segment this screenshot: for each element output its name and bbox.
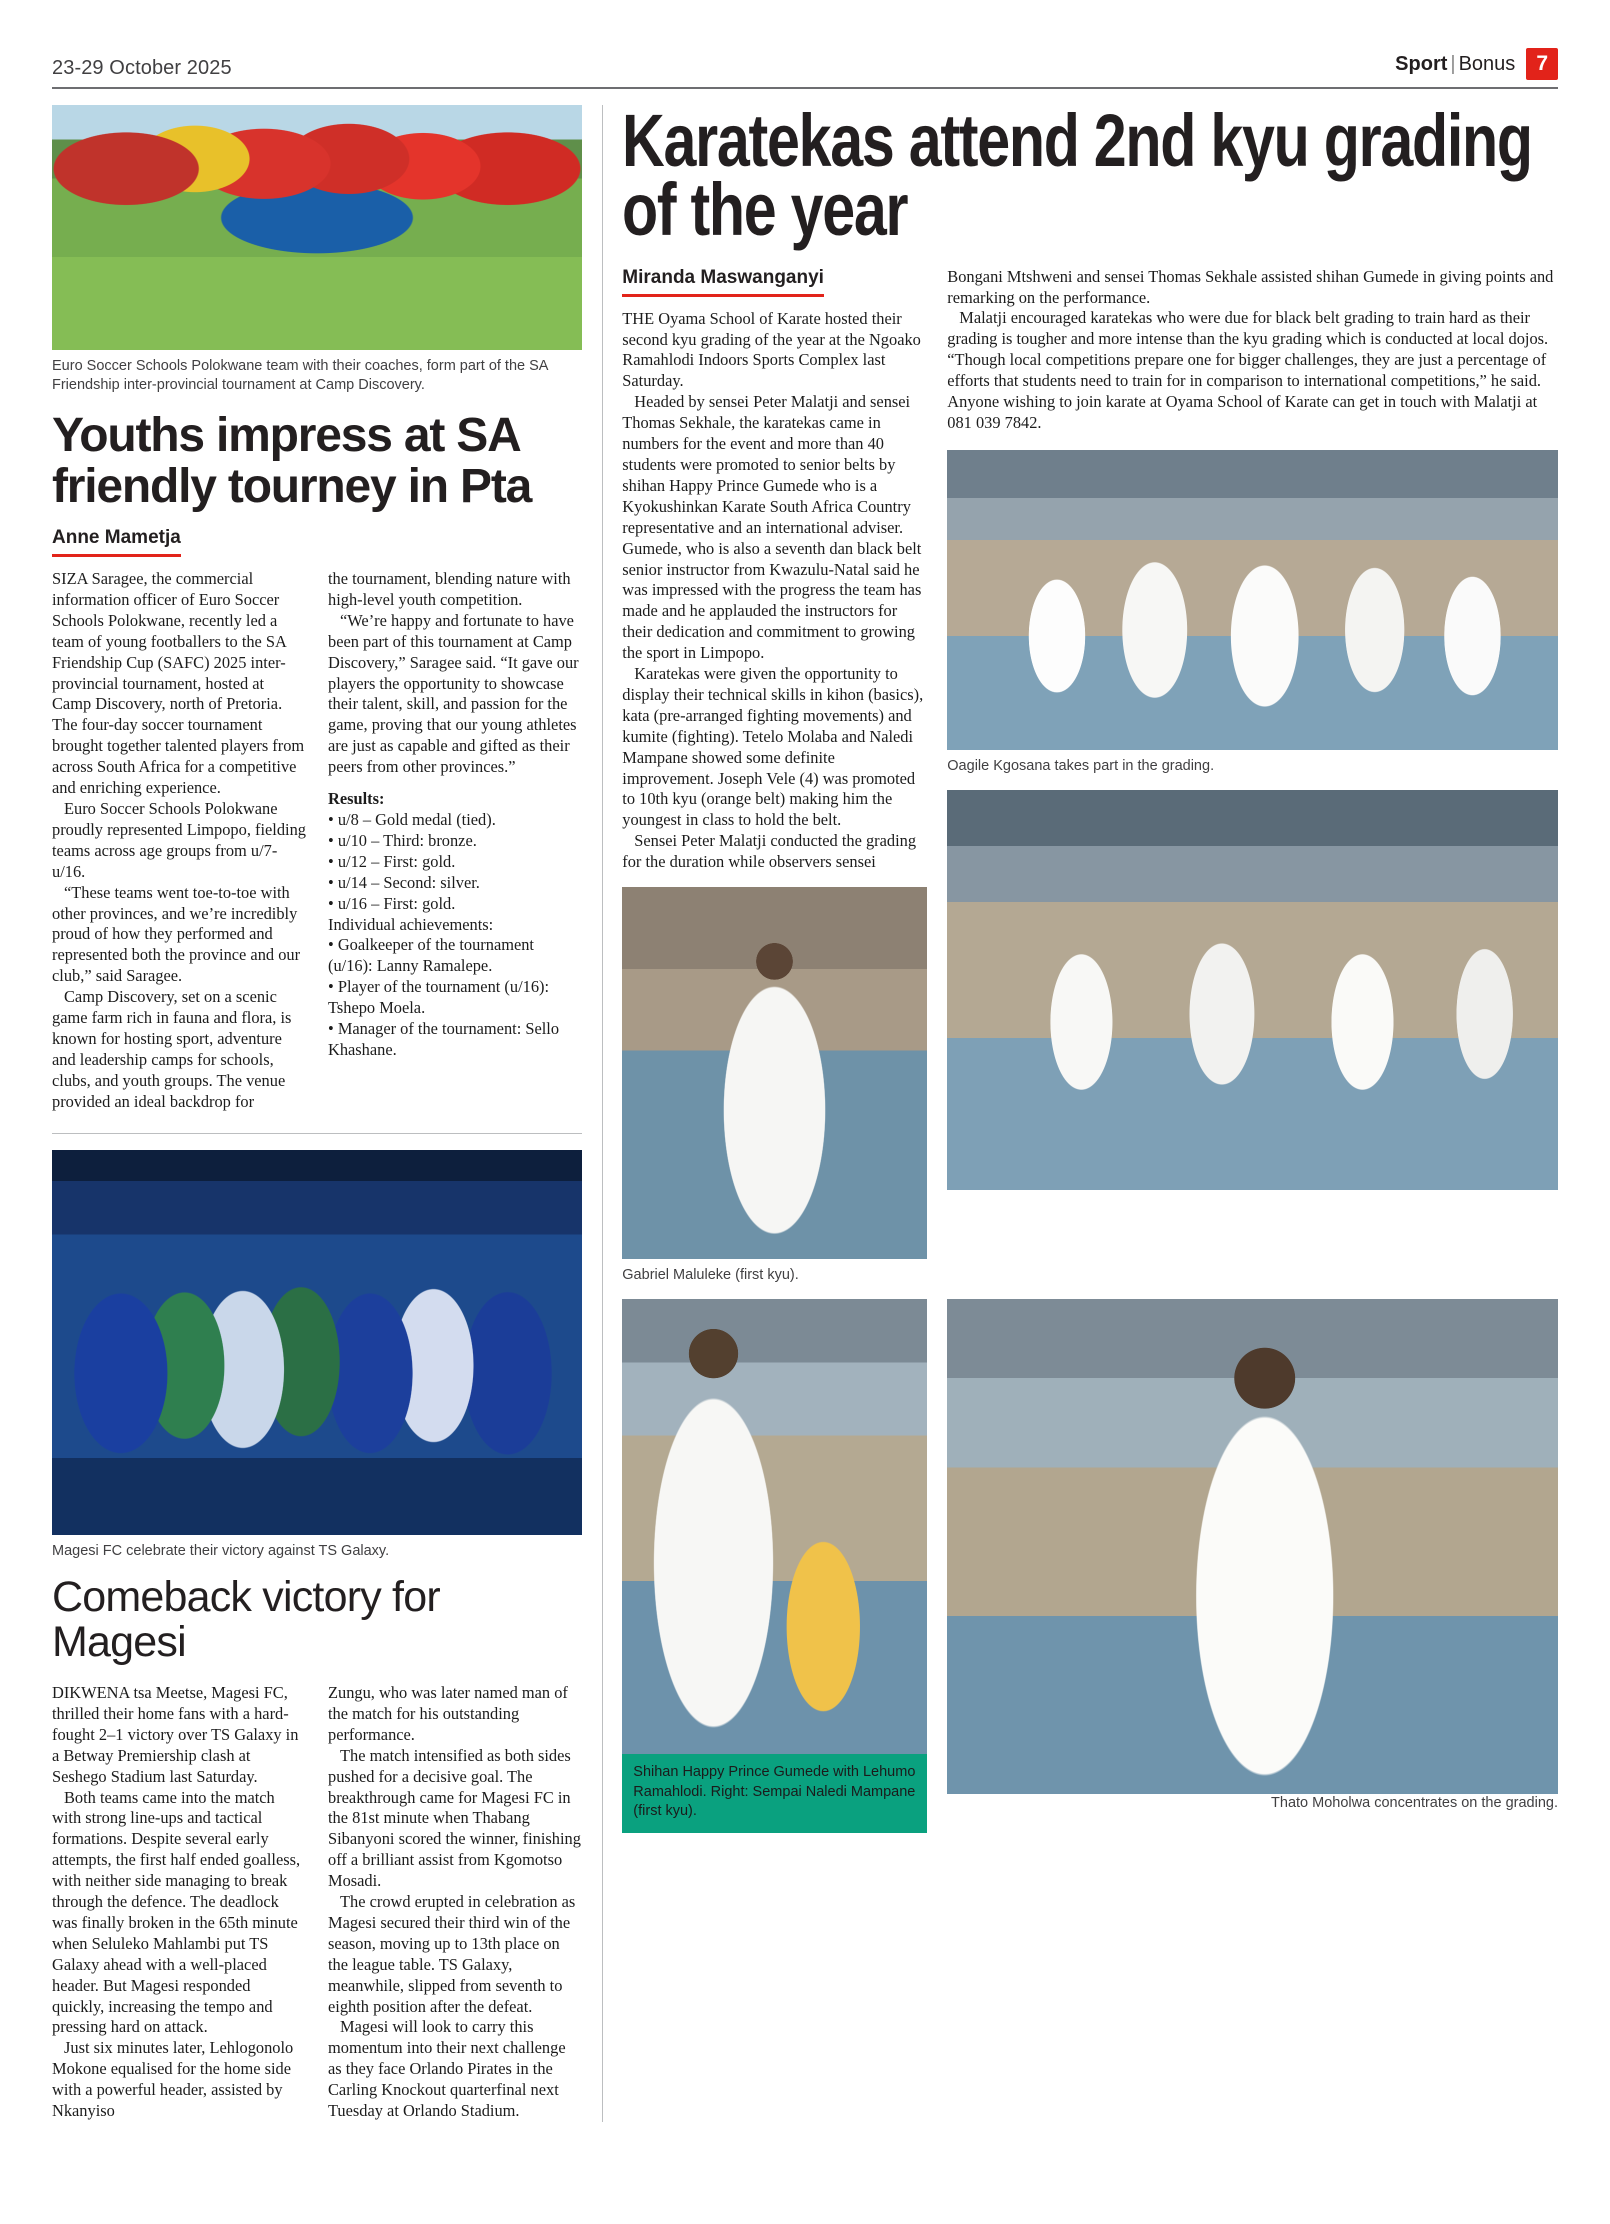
- karate-upper-split: [622, 267, 1558, 1286]
- paragraph: Karatekas were given the opportunity to display their technical skills in kihon (basics), kata (pre-arranged fighting movements) and kumite (fighting). Tetelo Molaba and Naledi Mampane showed some definite improvement. Joseph Vele (4) was promoted to 10th kyu (orange belt) making him the youngest in class to hold the belt.: [622, 664, 924, 830]
- magesi-body-columns: [52, 1683, 582, 2122]
- photo-gabriel-maluleke: [622, 887, 927, 1259]
- paragraph: “These teams went toe-to-toe with other provinces, and we’re incredibly proud of how they performed and represented both the province and our club,” said Saragee.: [52, 882, 301, 986]
- paragraph: “We’re happy and fortunate to have been part of this tournament at Camp Discovery,” Saragee said. “It gave our players the opportunity to showcase their talent, skill, and passion for the game, proving that our young athletes are just as capable and gifted as their peers from other provinces.”: [328, 610, 579, 777]
- result-item: • u/8 – Gold medal (tied).: [328, 809, 496, 829]
- photo-euro-soccer-team: [52, 105, 582, 350]
- left-column: [52, 105, 582, 2122]
- paragraph: the tournament, blending nature with high-level youth competition.: [328, 569, 571, 609]
- issue-date: 23-29 October 2025: [52, 57, 232, 79]
- byline-anne-mametja: Anne Mametja: [52, 527, 181, 557]
- masthead-right: [1395, 48, 1558, 80]
- photo-thato-moholwa: [947, 1299, 1558, 1794]
- page-content: [52, 99, 1558, 2122]
- right-column: [622, 99, 1558, 2122]
- karate-body-col-2: [947, 267, 1558, 434]
- magesi-body-col-1: [52, 1683, 306, 2122]
- section-name: Sport: [1395, 52, 1448, 75]
- photo-magesi-celebration: [52, 1150, 582, 1535]
- subsection-name: Bonus: [1458, 52, 1516, 75]
- caption-oagile-kgosana: Oagile Kgosana takes part in the grading.: [947, 757, 1215, 774]
- paragraph: Sensei Peter Malatji conducted the grading for the duration while observers sensei: [622, 831, 917, 872]
- result-item: • u/16 – First: gold.: [328, 893, 456, 913]
- caption-shihan-gumede: Shihan Happy Prince Gumede with Lehumo Ramahlodi. Right: Sempai Naledi Mampane (first kyu).: [622, 1754, 927, 1833]
- result-item: • u/10 – Third: bronze.: [328, 830, 477, 850]
- paragraph: The match intensified as both sides pushed for a decisive goal. The breakthrough came for Magesi FC in the 81st minute when Thabang Sibanyoni scored the winner, finishing off a brilliant assist from Kgomotso Mosadi.: [328, 1745, 581, 1891]
- paragraph: Malatji encouraged karatekas who were due for black belt grading to train hard as their grading is tougher and more intense than the kyu grading which is conducted at local dojos. “Though local competitions prepare one for bigger challenges, they are just a percentage of efforts that students need to train for in comparison to international competitions,” he said. Anyone wishing to join karate at Oyama School of Karate can get in touch with Malatji at 081 039 7842.: [947, 308, 1549, 432]
- caption-euro-soccer-team: Euro Soccer Schools Polokwane team with their coaches, form part of the SA Friendship inter-provincial tournament at Camp Discovery.: [52, 358, 548, 394]
- karate-duo-photo-wrap: [622, 1299, 927, 1833]
- paragraph: The crowd erupted in celebration as Magesi secured their third win of the season, moving up to 13th place on the league table. TS Galaxy, meanwhile, slipped from seventh to eighth position after the defeat.: [328, 1892, 576, 2016]
- headline-comeback-victory: Comeback victory for Magesi: [52, 1572, 440, 1666]
- photo-oagile-kgosana: [947, 450, 1558, 750]
- result-item: • u/12 – First: gold.: [328, 851, 456, 871]
- result-item: • Manager of the tournament: Sello Khashane.: [328, 1019, 560, 1059]
- paragraph: Zungu, who was later named man of the match for his outstanding performance.: [328, 1682, 568, 1744]
- results-heading: Results:: [328, 789, 385, 809]
- karate-body-col-1: [622, 309, 927, 873]
- page-number-badge: 7: [1526, 48, 1558, 80]
- soccer-body-columns: [52, 569, 582, 1113]
- paragraph: Bongani Mtshweni and sensei Thomas Sekhale assisted shihan Gumede in giving points and remarking on the performance.: [947, 266, 1554, 307]
- paragraph: Camp Discovery, set on a scenic game farm rich in fauna and flora, is known for hosting sport, adventure and leadership camps for schools, clubs, and youth groups. The venue provided an ideal backdrop for: [52, 987, 292, 1111]
- result-item: Individual achievements:: [328, 914, 494, 934]
- photo-karatekas-standing: [947, 790, 1558, 1190]
- paragraph: Euro Soccer Schools Polokwane proudly represented Limpopo, fielding teams across age groups from u/7-u/16.: [52, 798, 306, 881]
- paragraph: SIZA Saragee, the commercial information officer of Euro Soccer Schools Polokwane, recently led a team of young footballers to the SA Friendship Cup (SAFC) 2025 inter-provincial tournament, hosted at Camp Discovery, north of Pretoria. The four-day soccer tournament brought together talented players from across South Africa for a competitive and enriching experience.: [52, 569, 305, 798]
- headline-youths-impress: Youths impress at SA friendly tourney in Pta: [52, 409, 532, 514]
- karate-text-col-2-wrap: [947, 267, 1558, 1286]
- soccer-body-col-2: [328, 569, 582, 1113]
- magesi-body-col-2: [328, 1683, 582, 2122]
- paragraph: Just six minutes later, Lehlogonolo Mokone equalised for the home side with a powerful header, assisted by Nkanyiso: [52, 2038, 294, 2121]
- section-label: [1395, 53, 1515, 76]
- paragraph: Headed by sensei Peter Malatji and sensei Thomas Sekhale, the karatekas came in numbers for the event and more than 40 students were promoted to senior belts by shihan Happy Prince Gumede who is a Kyokushinkan Karate South Africa Country representative and an international adviser. Gumede, who is also a seventh dan black belt senior instructor from Kwazulu-Natal said he was impressed with the progress the team has made and he applauded the instructors for their dedication and commitment to growing the sport in Limpopo.: [622, 392, 922, 663]
- result-item: • Goalkeeper of the tournament (u/16): Lanny Ramalepe.: [328, 935, 534, 976]
- caption-magesi-celebration: Magesi FC celebrate their victory against TS Galaxy.: [52, 1542, 390, 1559]
- byline-miranda-maswanganyi: Miranda Maswanganyi: [622, 267, 824, 297]
- result-item: • u/14 – Second: silver.: [328, 872, 480, 892]
- paragraph: Both teams came into the match with strong line-ups and tactical formations. Despite several early attempts, the first half ended goalless, with neither side managing to break through the defence. The deadlock was finally broken in the 65th minute when Seluleko Mahlambi put TS Galaxy ahead with a well-placed header. But Magesi responded quickly, increasing the tempo and pressing hard on attack.: [52, 1787, 301, 2037]
- caption-thato-moholwa: Thato Moholwa concentrates on the grading.: [1271, 1795, 1558, 1812]
- result-item: • Player of the tournament (u/16): Tshepo Moela.: [328, 977, 550, 1018]
- karate-text-col-1-wrap: [622, 267, 927, 1286]
- caption-gabriel-maluleke: Gabriel Maluleke (first kyu).: [622, 1267, 799, 1284]
- paragraph: DIKWENA tsa Meetse, Magesi FC, thrilled their home fans with a hard-fought 2–1 victory over TS Galaxy in a Betway Premiership clash at Seshego Stadium last Saturday.: [52, 1682, 299, 1786]
- photo-shihan-gumede-duo: [622, 1299, 927, 1754]
- paragraph: Magesi will look to carry this momentum into their next challenge as they face Orlando Pirates in the Carling Knockout quarterfinal next Tuesday at Orlando Stadium.: [328, 2017, 566, 2121]
- soccer-body-col-1: [52, 569, 306, 1113]
- karate-lower-split: [622, 1299, 1558, 1833]
- section-separator: |: [1450, 52, 1456, 75]
- headline-karatekas: Karatekas attend 2nd kyu grading of the year: [622, 99, 1533, 251]
- paragraph: THE Oyama School of Karate hosted their second kyu grading of the year at the Ngoako Ramahlodi Indoors Sports Complex last Saturday.: [622, 308, 921, 391]
- karate-child-photo-wrap: [947, 1299, 1558, 1833]
- page-masthead: [52, 48, 1558, 89]
